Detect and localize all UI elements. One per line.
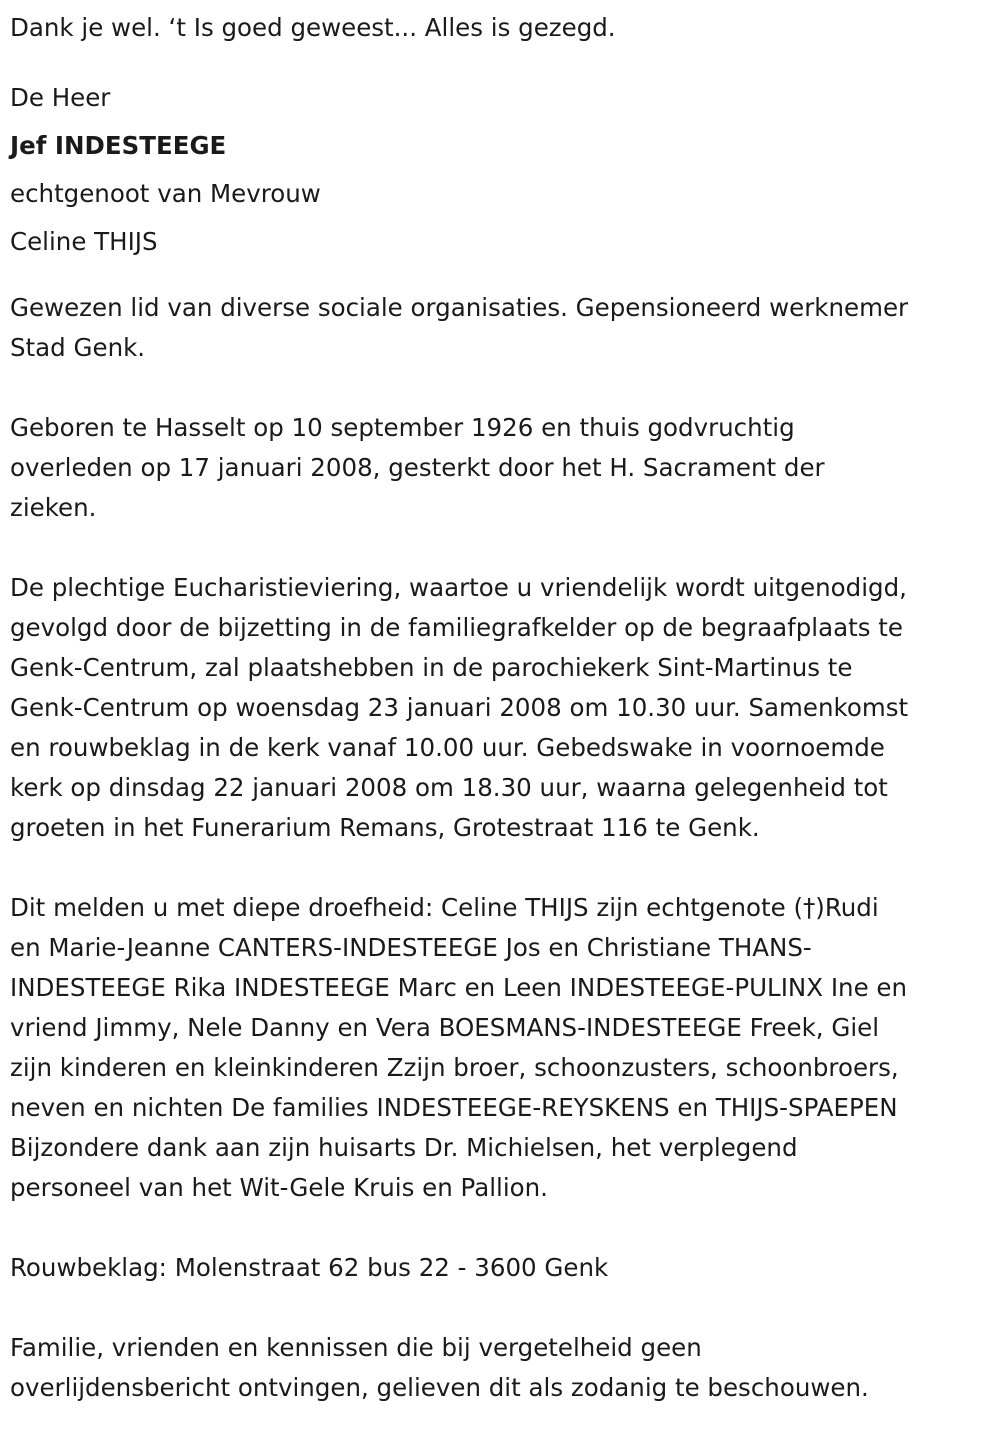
spacer: [10, 528, 990, 568]
ceremony-line: groeten in het Funerarium Remans, Grotestraat 116 te Genk.: [10, 813, 760, 842]
ceremony-line: Genk-Centrum op woensdag 23 januari 2008 om 10.30 uur. Samenkomst: [10, 693, 909, 722]
closing-line: Familie, vrienden en kennissen die bij vergetelheid geen: [10, 1333, 702, 1362]
ceremony-line: en rouwbeklag in de kerk vanaf 10.00 uur. Gebedswake in voornoemde: [10, 733, 885, 762]
birth-death-line: zieken.: [10, 493, 97, 522]
ceremony-line: kerk op dinsdag 22 januari 2008 om 18.30 uur, waarna gelegenheid tot: [10, 773, 888, 802]
closing-line: overlijdensbericht ontvingen, gelieven dit als zodanig te beschouwen.: [10, 1373, 869, 1402]
biography-line: Stad Genk.: [10, 333, 146, 362]
spouse-intro: echtgenoot van Mevrouw: [10, 179, 321, 208]
spacer: [10, 1288, 990, 1328]
opening-quote: Dank je wel. ‘t Is goed geweest... Alles is gezegd.: [10, 13, 616, 42]
biography-paragraph: [10, 288, 990, 368]
ceremony-line: De plechtige Eucharistieviering, waartoe u vriendelijk wordt uitgenodigd,: [10, 573, 907, 602]
family-line: neven en nichten De families INDESTEEGE-REYSKENS en THIJS-SPAEPEN: [10, 1093, 898, 1122]
family-line: zijn kinderen en kleinkinderen Zzijn broer, schoonzusters, schoonbroers,: [10, 1053, 899, 1082]
condolence-address: Rouwbeklag: Molenstraat 62 bus 22 - 3600 Genk: [10, 1253, 609, 1282]
family-line: Dit melden u met diepe droefheid: Celine THIJS zijn echtgenote (†)Rudi: [10, 893, 879, 922]
spacer: [10, 266, 990, 288]
title-prefix: De Heer: [10, 83, 111, 112]
family-line: Bijzondere dank aan zijn huisarts Dr. Michielsen, het verplegend: [10, 1133, 798, 1162]
birth-death-line: Geboren te Hasselt op 10 september 1926 en thuis godvruchtig: [10, 413, 795, 442]
birth-death-paragraph: [10, 408, 990, 528]
family-line: INDESTEEGE Rika INDESTEEGE Marc en Leen INDESTEEGE-PULINX Ine en: [10, 973, 908, 1002]
ceremony-line: gevolgd door de bijzetting in de familiegrafkelder op de begraafplaats te: [10, 613, 903, 642]
closing-paragraph: [10, 1328, 990, 1408]
deceased-name: Jef INDESTEEGE: [10, 131, 227, 160]
spacer: [10, 52, 990, 74]
family-line: en Marie-Jeanne CANTERS-INDESTEEGE Jos en Christiane THANS-: [10, 933, 812, 962]
ceremony-paragraph: [10, 568, 990, 848]
spacer: [10, 848, 990, 888]
family-line: vriend Jimmy, Nele Danny en Vera BOESMANS-INDESTEEGE Freek, Giel: [10, 1013, 880, 1042]
birth-death-line: overleden op 17 januari 2008, gesterkt door het H. Sacrament der: [10, 453, 825, 482]
spacer: [10, 1208, 990, 1248]
biography-line: Gewezen lid van diverse sociale organisaties. Gepensioneerd werknemer: [10, 293, 909, 322]
family-paragraph: [10, 888, 990, 1208]
spouse-name: Celine THIJS: [10, 227, 158, 256]
spacer: [10, 368, 990, 408]
family-line: personeel van het Wit-Gele Kruis en Pallion.: [10, 1173, 548, 1202]
ceremony-line: Genk-Centrum, zal plaatshebben in de parochiekerk Sint-Martinus te: [10, 653, 853, 682]
